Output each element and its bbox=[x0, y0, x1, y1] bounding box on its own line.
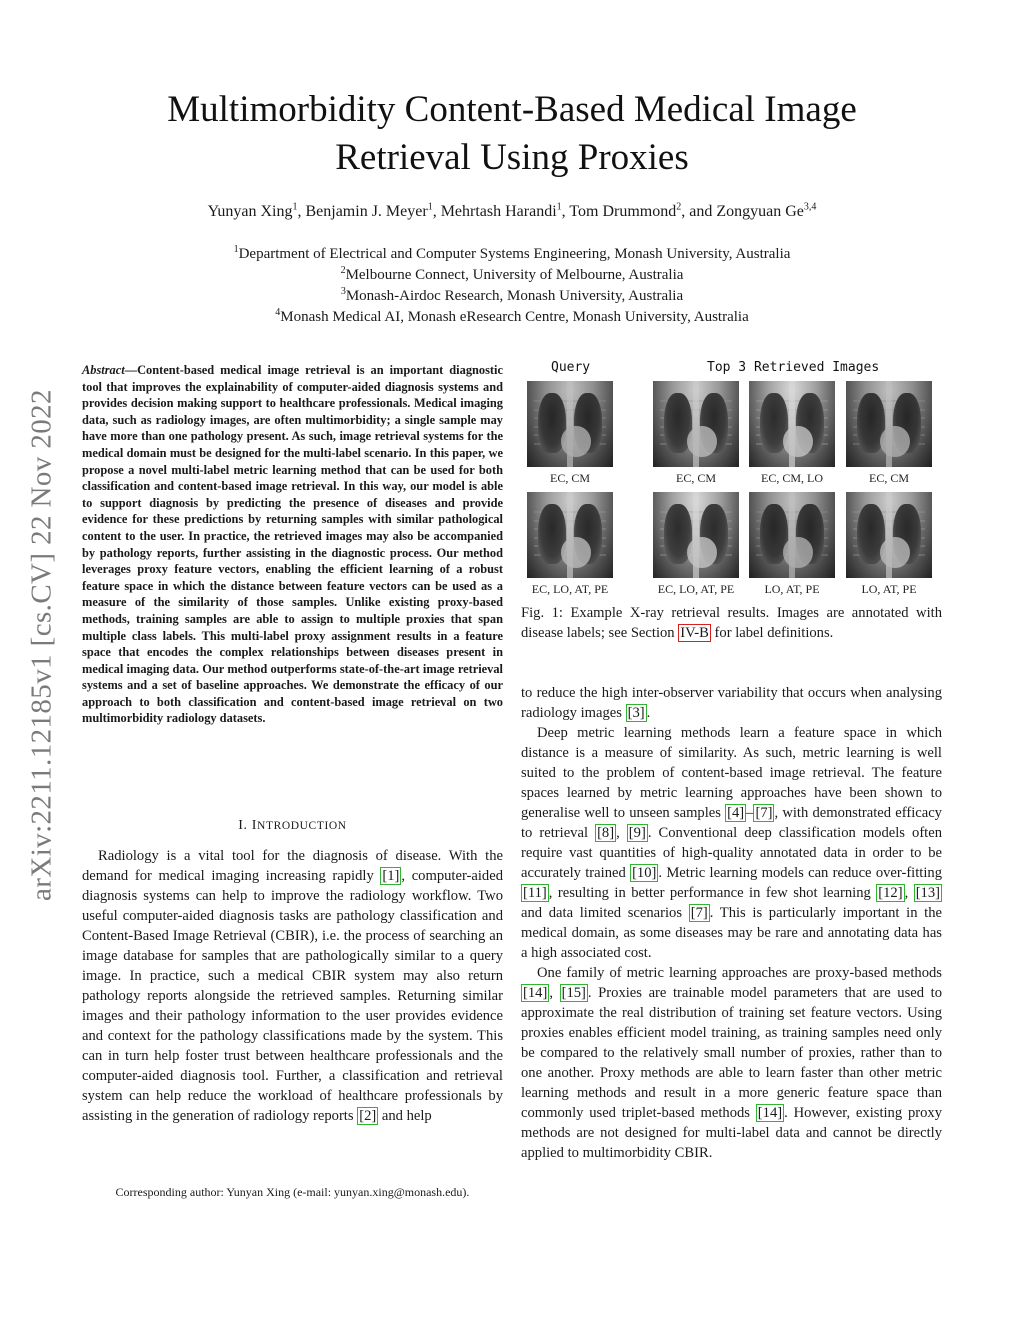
author-affiliation-mark: 1 bbox=[556, 201, 562, 213]
affiliation-mark: 4 bbox=[275, 307, 281, 318]
text-run: and data limited scenarios bbox=[521, 905, 689, 921]
author-affiliation-mark: 3,4 bbox=[803, 201, 817, 213]
text-run: Fig. 1: Example X-ray retrieval results. Images are annotated with disease labels; see Section bbox=[521, 605, 942, 641]
xray-disease-label: EC, LO, AT, PE bbox=[531, 582, 609, 596]
text-run: and help bbox=[378, 1108, 432, 1124]
author-affiliation-mark: 1 bbox=[427, 201, 433, 213]
affiliation-mark: 3 bbox=[340, 286, 346, 297]
affiliation-line bbox=[100, 286, 924, 307]
affiliation-text: Melbourne Connect, University of Melbourne, Australia bbox=[345, 267, 684, 283]
chest-xray-image bbox=[653, 492, 739, 578]
section-number: I. bbox=[238, 818, 248, 833]
corresponding-author-footnote: Corresponding author: Yunyan Xing (e-mail: yunyan.xing@monash.edu). bbox=[115, 1185, 470, 1199]
xray-disease-label: EC, CM bbox=[549, 471, 590, 485]
author-name: Benjamin J. Meyer bbox=[305, 203, 428, 220]
arxiv-identifier-stamp: arXiv:2211.12185v1 [cs.CV] 22 Nov 2022 bbox=[25, 389, 58, 901]
affiliation-line bbox=[100, 244, 924, 265]
abstract bbox=[82, 362, 503, 727]
right-paragraph bbox=[521, 683, 942, 723]
author-affiliation-mark: 2 bbox=[676, 201, 682, 213]
text-run: Radiology is a vital tool for the diagnosis of disease. With the demand for medical imaging increasing rapidly bbox=[82, 848, 503, 884]
affiliation-mark: 2 bbox=[340, 265, 346, 276]
text-run: , bbox=[616, 825, 627, 841]
author-name: Tom Drummond bbox=[569, 203, 677, 220]
citation-link[interactable]: [7] bbox=[755, 805, 773, 821]
citation-link[interactable]: [7] bbox=[690, 905, 708, 921]
affiliation-mark: 1 bbox=[233, 244, 239, 255]
citation-link[interactable]: [2] bbox=[359, 1108, 377, 1124]
author-list: Yunyan Xing$^1$, Benjamin J. Meyer$^1$, Mehrtash Harandi$^1$, Tom Drummond$^2$, and Zongyuan Ge$^{3,4}$ bbox=[207, 201, 817, 220]
affiliation-text: Monash-Airdoc Research, Monash University, Australia bbox=[345, 288, 684, 304]
right-paragraph bbox=[521, 723, 942, 963]
citation-link[interactable]: [8] bbox=[597, 825, 615, 841]
text-run: . Metric learning models can reduce over-fitting bbox=[658, 865, 942, 881]
right-paragraph bbox=[521, 963, 942, 1163]
citation-link[interactable]: [13] bbox=[915, 885, 941, 901]
author-name: Zongyuan Ge bbox=[716, 203, 804, 220]
text-run: – bbox=[746, 805, 754, 821]
section-reference-link[interactable]: IV-B bbox=[680, 625, 709, 641]
section-heading-initial: I bbox=[251, 818, 258, 833]
chest-xray-image bbox=[527, 492, 613, 578]
xray-disease-label: LO, AT, PE bbox=[764, 582, 820, 596]
affiliation-line bbox=[100, 265, 924, 286]
query-column-header: Query bbox=[551, 360, 591, 375]
abstract-label: Abstract bbox=[82, 363, 125, 377]
text-run: , resulting in better performance in few shot learning bbox=[548, 885, 877, 901]
citation-link[interactable]: [1] bbox=[382, 868, 400, 884]
chest-xray-image bbox=[527, 381, 613, 467]
text-run: . bbox=[646, 705, 651, 721]
xray-disease-label: EC, CM bbox=[675, 471, 716, 485]
xray-disease-label: EC, CM bbox=[868, 471, 909, 485]
citation-link[interactable]: [11] bbox=[523, 885, 547, 901]
section-heading-smallcaps: NTRODUCTION bbox=[257, 820, 347, 832]
chest-xray-image bbox=[749, 492, 835, 578]
citation-link[interactable]: [9] bbox=[628, 825, 646, 841]
author-affiliation-mark: 1 bbox=[292, 201, 298, 213]
citation-link[interactable]: [12] bbox=[878, 885, 903, 901]
citation-link[interactable]: [14] bbox=[523, 985, 548, 1001]
text-run: , with demonstrated efficacy to retrieval bbox=[521, 805, 942, 841]
xray-disease-label: LO, AT, PE bbox=[861, 582, 917, 596]
right-column-body bbox=[521, 683, 942, 1163]
chest-xray-image bbox=[653, 381, 739, 467]
text-run: . This is particularly important in the medical domain, as some diseases may be rare and annotating data has a high associated cost. bbox=[521, 905, 942, 961]
text-run: . Conventional deep classification models often require vast quantities of high-quality annotated data in order to be accurately trained bbox=[521, 825, 943, 881]
text-run: for label definitions. bbox=[710, 625, 834, 641]
paper-title: Multimorbidity Content-Based Medical Image Retrieval Using Proxies bbox=[167, 89, 857, 178]
citation-link[interactable]: [14] bbox=[757, 1105, 783, 1121]
figure-1-caption bbox=[521, 603, 942, 643]
intro-paragraph-1 bbox=[82, 846, 503, 1126]
author-name: Mehrtash Harandi bbox=[440, 203, 557, 220]
abstract-dash: — bbox=[124, 363, 138, 377]
retrieved-column-header: Top 3 Retrieved Images bbox=[707, 360, 880, 375]
chest-xray-image bbox=[749, 381, 835, 467]
text-run: . However, existing proxy methods are not designed for multi-label data and cannot be directly applied to multimorbidity CBIR. bbox=[521, 1105, 942, 1161]
chest-xray-image bbox=[846, 492, 932, 578]
citation-link[interactable]: [4] bbox=[727, 805, 745, 821]
text-run: Deep metric learning methods learn a feature space in which distance is a measure of similarity. As such, metric learning is well suited to the problem of content-based image retrieval. The feature spaces learned by metric learning approaches have been shown to generalise well to unseen samples bbox=[521, 725, 942, 821]
author-name: Yunyan Xing bbox=[207, 203, 293, 220]
text-run: One family of metric learning approaches are proxy-based methods bbox=[537, 965, 942, 981]
text-run: , bbox=[904, 885, 914, 901]
affiliation-text: Monash Medical AI, Monash eResearch Centre, Monash University, Australia bbox=[280, 309, 749, 325]
text-run: . Proxies are trainable model parameters that are used to approximate the real distribution of training set feature vectors. Using proxies enables efficient model training, as training samples need only be compared to the relatively small number of proxies, rather than to one another. Proxy methods are able to learn faster than other metric learning methods and result in a more generic feature space than commonly used triplet-based methods bbox=[521, 985, 943, 1121]
chest-xray-image bbox=[846, 381, 932, 467]
citation-link[interactable]: [3] bbox=[627, 705, 645, 721]
figure-1-xray-grid bbox=[521, 360, 942, 600]
citation-link[interactable]: [15] bbox=[561, 985, 586, 1001]
citation-link[interactable]: [10] bbox=[632, 865, 657, 881]
affiliation-text: Department of Electrical and Computer Systems Engineering, Monash University, Australia bbox=[238, 246, 791, 262]
xray-disease-label: EC, CM, LO bbox=[760, 471, 823, 485]
text-run: , computer-aided diagnosis systems can help to improve the radiology workflow. Two useful computer-aided diagnosis tasks are pathology classification and Content-Based Image Retrieval (CBIR), i.e. the process of searching an image database for samples that are pathologically similar to a query image. In practice, such a medical CBIR system may also return pathology reports alongside the retrieved samples. Returning similar images and their pathology information to the user provides evidence and context for the pathology classifications made by the system. This can in turn help foster trust between healthcare professionals and the computer-aided diagnosis tool. Further, a classification and retrieval system can help reduce the workload of healthcare professionals by assisting in the generation of radiology reports bbox=[82, 868, 503, 1124]
affiliation-list bbox=[100, 244, 924, 328]
affiliation-line bbox=[100, 307, 924, 328]
text-run: to reduce the high inter-observer variability that occurs when analysing radiology images bbox=[521, 685, 942, 721]
introduction-body bbox=[82, 846, 503, 1126]
xray-disease-label: EC, LO, AT, PE bbox=[657, 582, 735, 596]
section-heading-introduction bbox=[82, 818, 503, 834]
abstract-text: Content-based medical image retrieval is an important diagnostic tool that improves the explainability of computer-aided diagnosis systems and provides decision making support to healthcare professionals. Medical imaging data, such as radiology images, are often multimorbidity; a single sample may have more than one pathology present. As such, image retrieval systems for the medical domain must be designed for the multi-label scenario. In this paper, we propose a novel multi-label metric learning method that can be used for both classification and content-based image retrieval. In this way, our model is able to support diagnosis by predicting the presence of diseases and provide evidence for these predictions by returning samples with similar pathological content to the user. In practice, the retrieved images may also be accompanied by pathology reports, further assisting in the diagnostic process. Our method leverages proxy feature vectors, enabling the efficient learning of a robust feature space in which the distance between feature vectors can be used as a measure of the similarity of those samples. Unlike existing proxy-based methods, training samples are able to assign to multiple proxies that span multiple class labels. This multi-label proxy assignment results in a feature space that encodes the complex relationships between diseases present in medical imaging data. Our method outperforms state-of-the-art image retrieval systems and a set of baseline approaches. We demonstrate the efficacy of our approach to both classification and content-based image retrieval on two multimorbidity radiology datasets. bbox=[82, 363, 503, 726]
text-run: , bbox=[549, 985, 560, 1001]
